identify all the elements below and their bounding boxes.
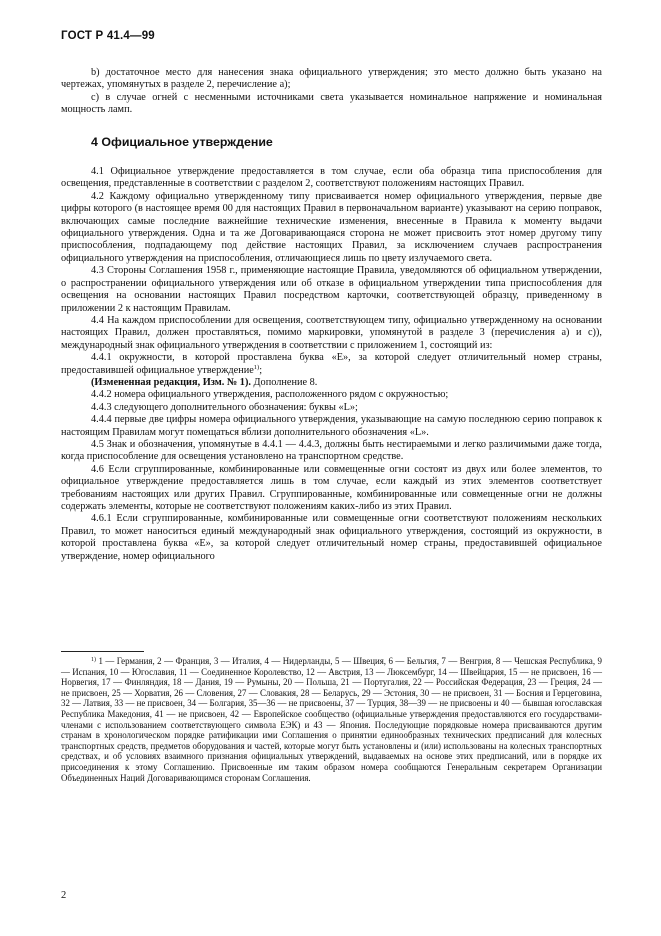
paragraph-4-6-1: 4.6.1 Если сгруппированные, комбинированные или совмещенные огни соответствуют положениям нескольких Правил, то может наноситься единый международный знак официального утверждения, состоящий из окружности, в которой проставлена буква «Е», за которой следует отличительный номер страны, предоставившей официальное утверждение, номер официального — [61, 513, 602, 562]
footnote-text: 1 — Германия, 2 — Франция, 3 — Италия, 4 — Нидерланды, 5 — Швеция, 6 — Бельгия, 7 — Венгрия, 8 — Чешская Республика, 9 — Испания, 10 — Югославия, 11 — Соединенное Королевство, 12 — Австрия, 13 — Люксембург, 14 — Швейцария, 15 — не присвоен, 16 — Норвегия, 17 — Финляндия, 18 — Дания, 19 — Румыны, 20 — Польша, 21 — Португалия, 22 — Российская Федерация, 23 — Греция, 24 — не присвоен, 25 — Хорватия, 26 — Словения, 27 — Словакия, 28 — Беларусь, 29 — Эстония, 30 — не присвоен, 31 — Босния и Герцеговина, 32 — Латвия, 33 — не присвоен, 34 — Болгария, 35—36 — не присвоены, 37 — Турция, 38—39 — не присвоены и 40 — бывшая югославская Республика Македония, 41 — не присвоен, 42 — Европейское сообщество (официальные утверждения предоставляются его государствами-членами с использованием соответствующего символа ЕЭК) и 43 — Япония. Последующие порядковые номера присваиваются другим странам в хронологическом порядке ратификации ими Соглашения о принятии единообразных технических предписаний для колесных транспортных средств, предметов оборудования и частей, которые могут быть установлены и (или) использованы на колесных транспортных средствах, и об условиях взаимного признания официальных утверждений, выдаваемых на основе этих предписаний, или в порядке их присоединения к этому Соглашению. Присвоенные им таким образом номера сообщаются Генеральным секретарем Организации Объединенных Наций Договаривающимся сторонам Соглашения. — [61, 656, 602, 783]
amendment-note-rest: Дополнение 8. — [250, 376, 318, 388]
document-body — [61, 67, 602, 563]
paragraph-c: c) в случае огней с несменными источниками света указывается номинальное напряжение и номинальная мощность ламп. — [61, 91, 602, 116]
paragraph-4-4-1 — [61, 352, 602, 377]
amendment-note — [61, 377, 602, 389]
paragraph-4-1: 4.1 Официальное утверждение предоставляется в том случае, если оба образца типа приспособления для освещения, представленные в соответствии с разделом 2, соответствуют положениям настоящих Правил. — [61, 166, 602, 190]
paragraph-4-4-2: 4.4.2 номера официального утверждения, расположенного рядом с окружностью; — [91, 389, 449, 401]
page-number: 2 — [61, 890, 67, 901]
paragraph-4-4-4: 4.4.4 первые две цифры номера официального утверждения, указывающие на самую последнюю серию поправок к настоящим Правилам могут помещаться вблизи дополнительного обозначения «L». — [61, 414, 602, 438]
paragraph-4-5: 4.5 Знак и обозначения, упомянутые в 4.4.1 — 4.4.3, должны быть нестираемыми и легко различимыми даже тогда, когда приспособление для освещения установлено на транспортном средстве. — [61, 438, 602, 463]
paragraph-4-6: 4.6 Если сгруппированные, комбинированные или совмещенные огни состоят из двух или более элементов, то официальное утверждение предоставляется лишь в том случае, если каждый из этих элементов соответствует требованиям настоящих или других Правил. Сгруппированные, комбинированные или совмещенные огни не должны содержать элементы, которые не соответствуют положениям каких-либо из этих Правил. — [61, 463, 602, 512]
paragraph-4-4-1-end: ; — [259, 364, 263, 376]
footnote-marker: 1) — [91, 657, 96, 663]
paragraph-4-2: 4.2 Каждому официально утвержденному типу присваивается номер официального утверждения, первые две цифры которого (в настоящее время 00 для настоящих Правил в первоначальном варианте) указывают на серию поправок, включающих самые последние важнейшие технические изменения, внесенные в Правила к моменту выдачи официального утверждения. Одна и та же Договаривающаяся сторона не может присвоить этот номер другому типу приспособления, подпадающему под действие настоящих Правил, за исключением случаев распространения официального утверждения на приспособления, отличающиеся лишь по цвету излучаемого света. — [61, 190, 602, 264]
footnote-reference[interactable]: 1) — [253, 363, 260, 371]
section-4-heading: 4 Официальное утверждение — [91, 134, 273, 149]
paragraph-b: b) достаточное место для нанесения знака официального утверждения; это место должно быть указано на чертежах, упомянутых в разделе 2, перечисление а); — [61, 67, 602, 91]
page-header: ГОСТ Р 41.4—99 — [61, 30, 155, 42]
footnote — [61, 656, 602, 783]
paragraph-4-4-3: 4.4.3 следующего дополнительного обозначения: буквы «L»; — [91, 401, 358, 413]
paragraph-4-4-1-text: 4.4.1 окружности, в которой проставлена буква «Е», за которой следует отличительный номер страны, предоставившей официальное утверждение — [61, 352, 602, 376]
footnote-divider — [61, 651, 144, 652]
paragraph-4-4: 4.4 На каждом приспособлении для освещения, соответствующем типу, официально утвержденному на основании настоящих Правил, должен проставляться, помимо маркировки, упомянутой в разделе 3 (перечисления а) и с)), международный знак официального утверждения в соответствии с приложением 1, состоящий из: — [61, 314, 602, 351]
amendment-note-bold: (Измененная редакция, Изм. № 1). — [91, 376, 251, 388]
paragraph-4-3: 4.3 Стороны Соглашения 1958 г., применяющие настоящие Правила, уведомляются об официальном утверждении, о распространении официального утверждения или об отказе в официальном утверждении типа приспособления для освещения на основании настоящих Правил посредством карточки, соответствующей образцу, приведенному в приложении 2 к настоящим Правилам. — [61, 265, 602, 314]
